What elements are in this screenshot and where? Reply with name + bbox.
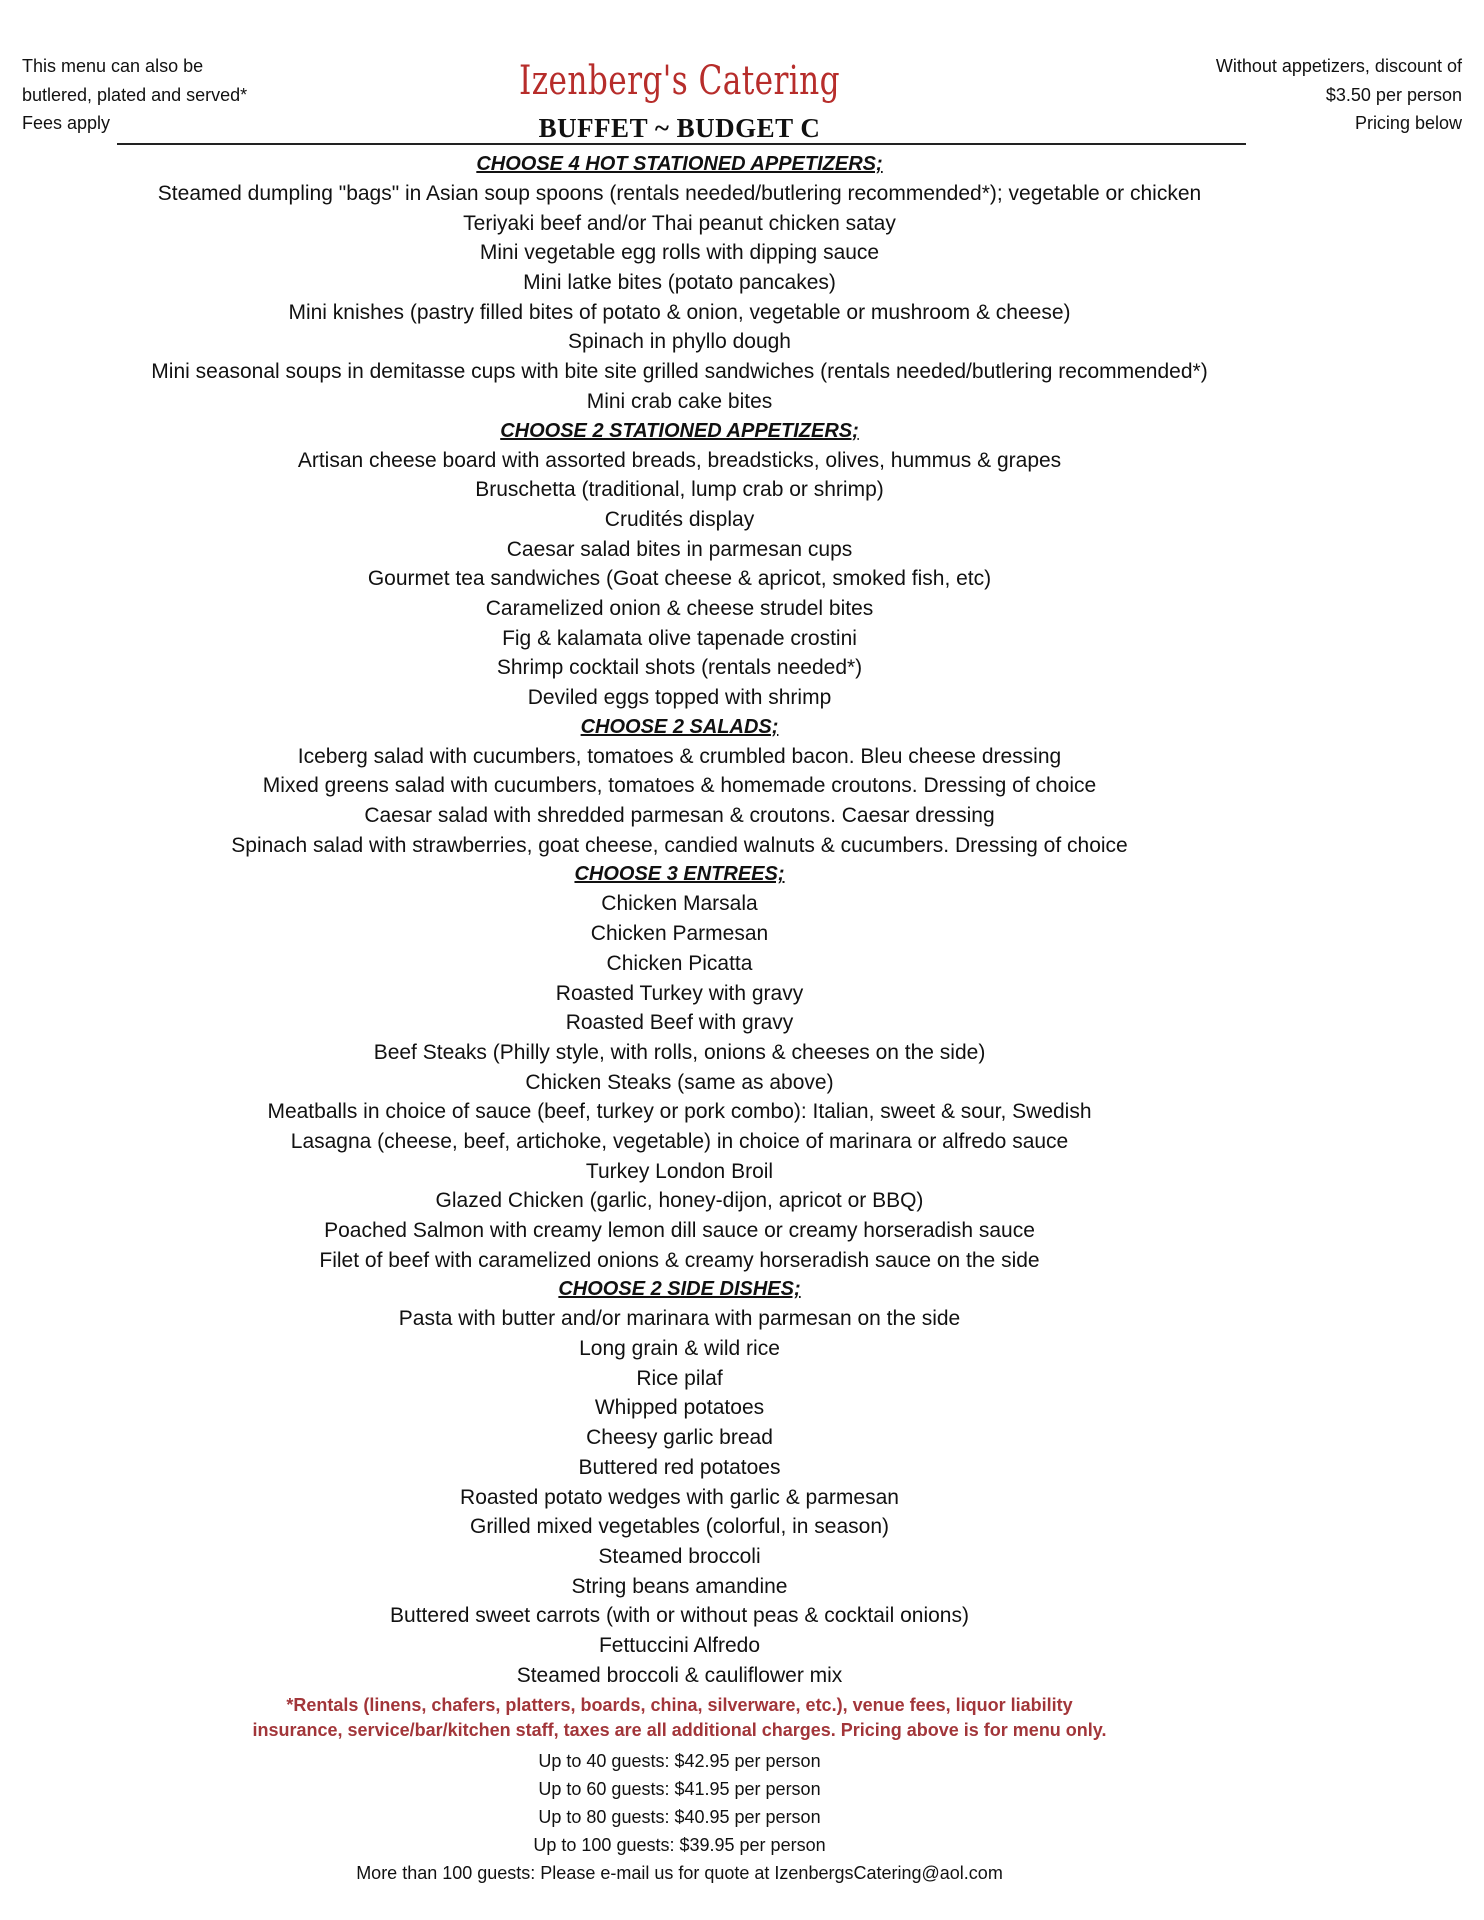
- menu-item: Cheesy garlic bread: [586, 1426, 773, 1450]
- menu-item: Beef Steaks (Philly style, with rolls, onions & cheeses on the side): [373, 1040, 986, 1064]
- menu-item: Chicken Picatta: [606, 951, 753, 975]
- section-heading: CHOOSE 2 STATIONED APPETIZERS;: [500, 419, 859, 442]
- menu-item: Meatballs in choice of sauce (beef, turkey or pork combo): Italian, sweet & sour, Swedish: [267, 1100, 1092, 1124]
- menu-item: Bruschetta (traditional, lump crab or shrimp): [475, 478, 884, 502]
- menu-item: Deviled eggs topped with shrimp: [527, 686, 832, 709]
- menu-item: String beans amandine: [571, 1574, 788, 1598]
- price-tier: Up to 80 guests: $40.95 per person: [538, 1807, 821, 1827]
- discount-note-line: $3.50 per person: [1325, 84, 1462, 105]
- menu-item: Steamed dumpling "bags" in Asian soup spoons (rentals needed/butlering recommended*); vegetable or chicken: [157, 182, 1202, 205]
- menu-item: Lasagna (cheese, beef, artichoke, vegetable) in choice of marinara or alfredo sauce: [290, 1129, 1069, 1153]
- butler-note-line: Fees apply: [22, 113, 111, 133]
- rental-note-line: insurance, service/bar/kitchen staff, taxes are all additional charges. Pricing above is for menu only.: [252, 1720, 1107, 1740]
- footer: [0, 1693, 1359, 1887]
- page-title: BUFFET ~ BUDGET C: [538, 113, 821, 143]
- title-divider: [117, 143, 1246, 145]
- menu-item: Roasted Turkey with gravy: [555, 981, 804, 1005]
- menu-item: Steamed broccoli: [598, 1544, 761, 1568]
- menu-item: Iceberg salad with cucumbers, tomatoes & crumbled bacon. Bleu cheese dressing: [297, 744, 1062, 768]
- menu-item: Roasted potato wedges with garlic & parmesan: [460, 1485, 899, 1509]
- menu-item: Fig & kalamata olive tapenade crostini: [502, 626, 857, 650]
- quote-contact: More than 100 guests: Please e-mail us for quote at IzenbergsCatering@aol.com: [356, 1863, 1003, 1883]
- price-tier: Up to 40 guests: $42.95 per person: [538, 1751, 821, 1771]
- menu-item: Mini seasonal soups in demitasse cups with bite site grilled sandwiches (rentals needed/butlering recommended*): [151, 360, 1208, 384]
- menu-item: Chicken Steaks (same as above): [525, 1070, 834, 1094]
- menu-item: Buttered sweet carrots (with or without peas & cocktail onions): [390, 1604, 969, 1628]
- menu-item: Caesar salad with shredded parmesan & croutons. Caesar dressing: [364, 804, 995, 828]
- menu-item: Long grain & wild rice: [579, 1337, 780, 1361]
- menu-item: Shrimp cocktail shots (rentals needed*): [496, 656, 863, 680]
- menu-item: Chicken Parmesan: [590, 922, 769, 946]
- menu-item: Steamed broccoli & cauliflower mix: [516, 1663, 843, 1687]
- menu-item: Whipped potatoes: [594, 1396, 765, 1420]
- menu-item: Poached Salmon with creamy lemon dill sauce or creamy horseradish sauce: [324, 1219, 1035, 1242]
- butler-note-line: This menu can also be: [22, 56, 204, 76]
- menu-item: Caramelized onion & cheese strudel bites: [485, 596, 874, 620]
- section-heading: CHOOSE 3 ENTREES;: [574, 863, 785, 886]
- discount-note-line: Without appetizers, discount of: [1215, 56, 1462, 76]
- menu-item: Roasted Beef with gravy: [565, 1011, 794, 1035]
- menu-item: Gourmet tea sandwiches (Goat cheese & apricot, smoked fish, etc): [367, 567, 992, 591]
- section-heading: CHOOSE 2 SALADS;: [580, 715, 779, 738]
- menu-item: Chicken Marsala: [601, 892, 758, 916]
- menu-item: Artisan cheese board with assorted breads, breadsticks, olives, hummus & grapes: [297, 448, 1062, 472]
- menu-item: Rice pilaf: [636, 1366, 723, 1390]
- section-heading: CHOOSE 4 HOT STATIONED APPETIZERS;: [476, 153, 883, 175]
- menu-item: Fettuccini Alfredo: [598, 1633, 761, 1657]
- rental-note-line: *Rentals (linens, chafers, platters, boards, china, silverware, etc.), venue fees, liquor liability: [286, 1695, 1073, 1715]
- menu-item: Teriyaki beef and/or Thai peanut chicken satay: [463, 211, 896, 235]
- menu-item: Spinach in phyllo dough: [567, 330, 791, 354]
- menu-item: Mixed greens salad with cucumbers, tomatoes & homemade croutons. Dressing of choice: [262, 774, 1097, 798]
- menu-item: Grilled mixed vegetables (colorful, in season): [469, 1515, 890, 1539]
- menu-item: Mini crab cake bites: [586, 389, 773, 413]
- discount-note-line: Pricing below: [1354, 113, 1462, 133]
- price-tier: Up to 100 guests: $39.95 per person: [533, 1835, 826, 1855]
- menu-item: Mini latke bites (potato pancakes): [523, 271, 836, 295]
- brand-logo: Izenberg's Catering: [519, 58, 840, 104]
- menu-item: Turkey London Broil: [585, 1159, 774, 1183]
- menu-item: Filet of beef with caramelized onions & creamy horseradish sauce on the side: [319, 1248, 1040, 1272]
- menu-item: Spinach salad with strawberries, goat cheese, candied walnuts & cucumbers. Dressing of choice: [231, 833, 1128, 857]
- menu-body: [0, 150, 1359, 1690]
- price-tier: Up to 60 guests: $41.95 per person: [538, 1779, 821, 1799]
- menu-item: Mini vegetable egg rolls with dipping sauce: [479, 241, 880, 265]
- menu-item: Glazed Chicken (garlic, honey-dijon, apricot or BBQ): [435, 1189, 924, 1213]
- menu-item: Buttered red potatoes: [578, 1455, 781, 1479]
- menu-item: Crudités display: [604, 507, 755, 531]
- menu-item: Mini knishes (pastry filled bites of potato & onion, vegetable or mushroom & cheese): [288, 300, 1071, 324]
- menu-item: Pasta with butter and/or marinara with parmesan on the side: [398, 1307, 961, 1331]
- section-heading: CHOOSE 2 SIDE DISHES;: [558, 1278, 801, 1301]
- butler-note-line: butlered, plated and served*: [22, 84, 248, 105]
- menu-item: Caesar salad bites in parmesan cups: [506, 537, 853, 561]
